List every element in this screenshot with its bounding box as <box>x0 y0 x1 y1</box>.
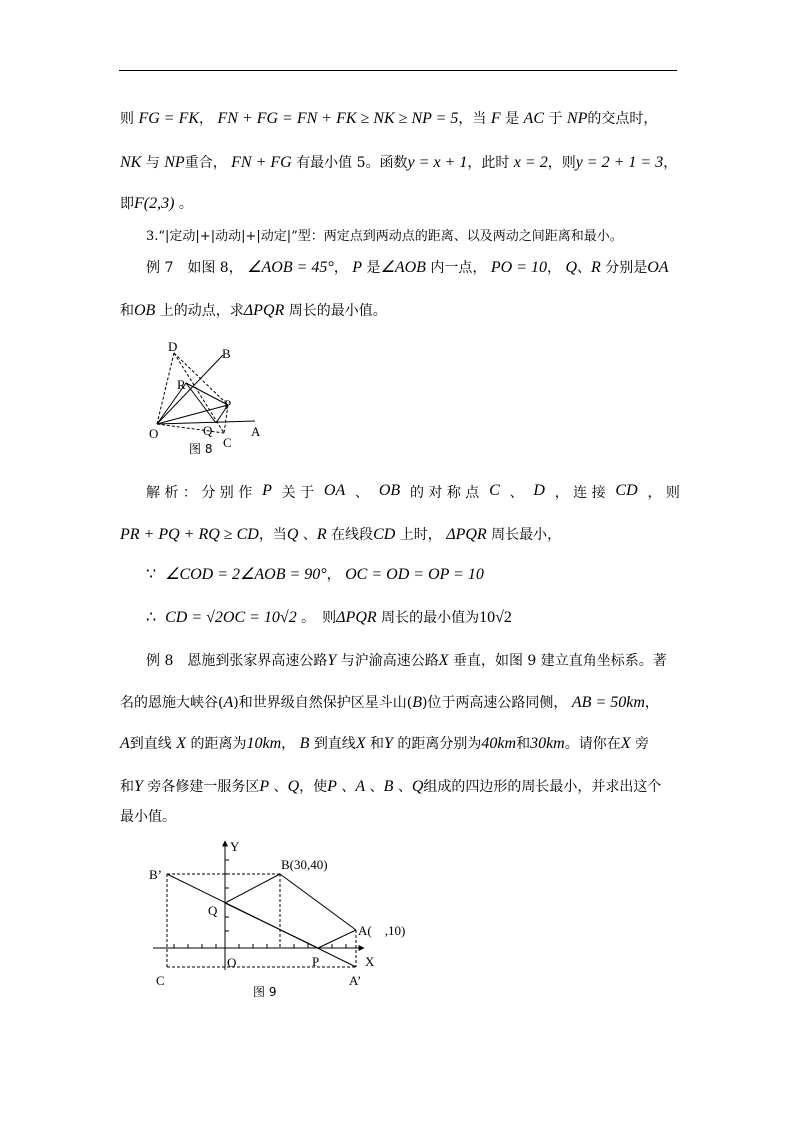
math: ΔPQR <box>446 526 487 543</box>
text: 的 对 称 点 <box>409 485 480 501</box>
text: 和 <box>120 779 134 795</box>
text-line <box>146 257 706 277</box>
text: 于 <box>548 111 563 127</box>
text: 即 <box>120 196 134 212</box>
text: 垂直，如图 9 建立直角坐标系。著 <box>452 653 667 669</box>
text: 。请你在 <box>564 736 621 752</box>
math: X <box>355 735 366 752</box>
math: OB <box>134 302 156 319</box>
text: 、 <box>509 485 524 501</box>
text: 与 <box>145 155 160 171</box>
math: Q <box>286 526 299 543</box>
text: 重合， <box>184 155 227 171</box>
segment-dc <box>174 353 224 433</box>
math: P <box>262 482 272 499</box>
segment-ba <box>280 874 356 930</box>
figure-caption: 图 9 <box>253 985 277 999</box>
math: ∠COD = 2∠AOB = 90° <box>165 566 327 583</box>
math: 40km <box>481 735 517 752</box>
math: Y <box>134 778 143 795</box>
text: 和 <box>120 303 134 319</box>
text: 例 7 如图 8， <box>146 260 243 276</box>
math: R <box>591 259 601 276</box>
math: ΔPQR <box>336 609 377 626</box>
text: 是 <box>505 111 520 127</box>
text: 旁 <box>634 736 649 752</box>
label-d: D <box>168 339 178 354</box>
text-line <box>120 193 680 213</box>
math: R <box>316 526 327 543</box>
text: 有最小值 5。函数 <box>296 155 408 171</box>
text-line <box>146 607 706 627</box>
text-line <box>120 524 680 544</box>
math: FN + FG = FN + FK ≥ NK ≥ NP = 5 <box>217 110 459 127</box>
math: B <box>412 694 422 711</box>
math: D <box>533 482 545 499</box>
math: Y <box>384 735 393 752</box>
math: ∵ <box>146 566 157 583</box>
text: ，则 <box>547 155 576 171</box>
text-line <box>146 650 706 670</box>
math: Q <box>411 778 424 795</box>
text: 的距离为 <box>190 736 247 752</box>
text: )位于两高速公路同侧， <box>421 695 568 711</box>
text: ， <box>326 567 341 583</box>
text: ，当 <box>458 111 487 127</box>
figure-8 <box>140 335 270 460</box>
text: )和世界级自然保护区星斗山( <box>233 695 413 711</box>
text: ，当 <box>258 527 287 543</box>
segment-oc <box>157 424 224 433</box>
label-o: O <box>149 426 159 441</box>
math: CD = √2OC = 10√2 <box>165 609 297 626</box>
math: F <box>490 110 501 127</box>
text-line <box>120 806 680 826</box>
math: C <box>489 482 500 499</box>
math: A <box>355 778 366 795</box>
text: 上时， <box>399 527 442 543</box>
segment-qb <box>225 874 280 903</box>
math: OA <box>647 259 669 276</box>
text: 周长最小， <box>491 527 562 543</box>
text: ， <box>546 260 561 276</box>
text-line <box>120 108 680 128</box>
text: ， <box>644 695 659 711</box>
math: NK <box>120 154 142 171</box>
math: AB = 50km <box>571 694 645 711</box>
text: 、 <box>341 779 356 795</box>
text: 旁各修建一服务区 <box>147 779 260 795</box>
text: ，此时 <box>467 155 510 171</box>
text: 是 <box>366 260 381 276</box>
text: 的交点时， <box>587 111 658 127</box>
math: y = x + 1 <box>407 154 468 171</box>
text: 。 <box>178 196 193 212</box>
math: F(2,3) <box>134 195 175 212</box>
text: 和 <box>370 736 385 752</box>
math: B <box>383 778 394 795</box>
segment-rp <box>186 383 228 405</box>
math: OA <box>323 482 346 499</box>
math: P <box>259 778 270 795</box>
math: CD <box>615 482 638 499</box>
text: 关 于 <box>281 485 315 501</box>
text-line <box>120 776 680 796</box>
math: Q <box>565 259 577 276</box>
text: 和 <box>516 736 531 752</box>
text: ， <box>199 111 214 127</box>
math: X <box>438 652 449 669</box>
label-o: O <box>227 955 237 970</box>
text-line <box>146 225 706 244</box>
text: 、 <box>302 527 317 543</box>
label-c: C <box>156 973 165 988</box>
text: ， 则 <box>647 485 680 501</box>
text: 到直线 <box>129 736 172 752</box>
text: 例 8 恩施到张家界高速公路 <box>146 653 328 669</box>
figure-caption: 图 8 <box>189 442 213 456</box>
math: PR + PQ + RQ ≥ CD <box>120 526 259 543</box>
text: 内一点， <box>430 260 487 276</box>
math: X <box>620 735 631 752</box>
text: ， <box>663 155 678 171</box>
text: 名的恩施大峡谷( <box>120 695 224 711</box>
text: 、 <box>273 779 288 795</box>
math: OB <box>378 482 401 499</box>
text: 则 <box>120 111 134 127</box>
label-y: Y <box>230 839 240 854</box>
math: FN + FG <box>231 154 292 171</box>
text-line <box>120 300 680 320</box>
text: 、 <box>369 779 384 795</box>
label-r: R <box>177 377 186 392</box>
text-line <box>146 482 680 502</box>
math: 10km <box>246 735 282 752</box>
text: 到直线 <box>313 736 356 752</box>
text-line <box>120 152 680 172</box>
text: 解 析 ： 分 别 作 <box>146 485 253 501</box>
math: AC <box>523 110 544 127</box>
label-q: Q <box>208 903 218 918</box>
math: ∠AOB = 45° <box>247 259 334 276</box>
label-x: X <box>365 954 375 969</box>
math: A <box>223 694 234 711</box>
figure-9 <box>140 835 430 1000</box>
math: CD <box>373 526 396 543</box>
math: Y <box>327 652 337 669</box>
math: PO = 10 <box>490 259 547 276</box>
text: 3.“|定动|+|动动|+|动定|”型：两定点到两动点的距离、以及两动之间距离和最小。 <box>146 229 623 244</box>
segment-qp <box>225 903 318 948</box>
text: ， 连 接 <box>554 485 606 501</box>
text: 周长的最小值为 <box>381 610 480 626</box>
text: 分别是 <box>605 260 648 276</box>
text: 最小值。 <box>120 809 176 825</box>
label-p: P <box>312 954 320 969</box>
label-q: Q <box>203 423 213 438</box>
label-b: B(30,40) <box>281 857 328 872</box>
label-a: A <box>251 424 261 439</box>
math: y = 2 + 1 = 3 <box>575 154 664 171</box>
math: P <box>327 778 337 795</box>
text-line <box>120 692 680 712</box>
text: 、 <box>397 779 412 795</box>
segment-od <box>157 353 174 424</box>
math: FG = FK <box>138 110 200 127</box>
text: 上的动点，求 <box>159 303 244 319</box>
text: 周长的最小值。 <box>288 303 387 319</box>
text-line <box>146 564 706 584</box>
math: P <box>352 259 363 276</box>
header-rule <box>119 70 677 71</box>
label-b: B <box>222 346 231 361</box>
math: ∴ <box>146 609 157 626</box>
math: x = 2 <box>513 154 548 171</box>
text: 在线段 <box>331 527 374 543</box>
math: NP <box>566 110 588 127</box>
text: 、 <box>355 485 370 501</box>
text: 、 <box>577 260 591 276</box>
math: 10√2 <box>479 609 512 626</box>
math: NP <box>164 154 185 171</box>
ray-ob <box>157 355 223 424</box>
y-axis-ticks <box>225 860 229 931</box>
text: ， <box>281 736 296 752</box>
math: B <box>299 735 310 752</box>
math: ΔPQR <box>243 302 285 319</box>
math: Q <box>287 778 300 795</box>
text: 的距离分别为 <box>397 736 482 752</box>
label-c: C <box>223 435 232 450</box>
label-p: P <box>224 397 232 412</box>
text: 。 则 <box>301 610 337 626</box>
math: 30km <box>530 735 565 752</box>
math: X <box>176 735 187 752</box>
text: 组成的四边形的周长最小，并求出这个 <box>423 779 662 795</box>
label-a: A( ,10) <box>358 923 406 938</box>
text: 与沪渝高速公路 <box>340 653 439 669</box>
text: ，使 <box>299 779 328 795</box>
segment-pa <box>318 930 356 948</box>
math: ∠AOB <box>380 259 426 276</box>
text-line <box>120 733 680 753</box>
label-b-prime: B’ <box>149 867 162 882</box>
math: A <box>120 735 130 752</box>
label-a-prime: A’ <box>349 973 362 988</box>
text: ， <box>333 260 348 276</box>
math: OC = OD = OP = 10 <box>345 566 484 583</box>
